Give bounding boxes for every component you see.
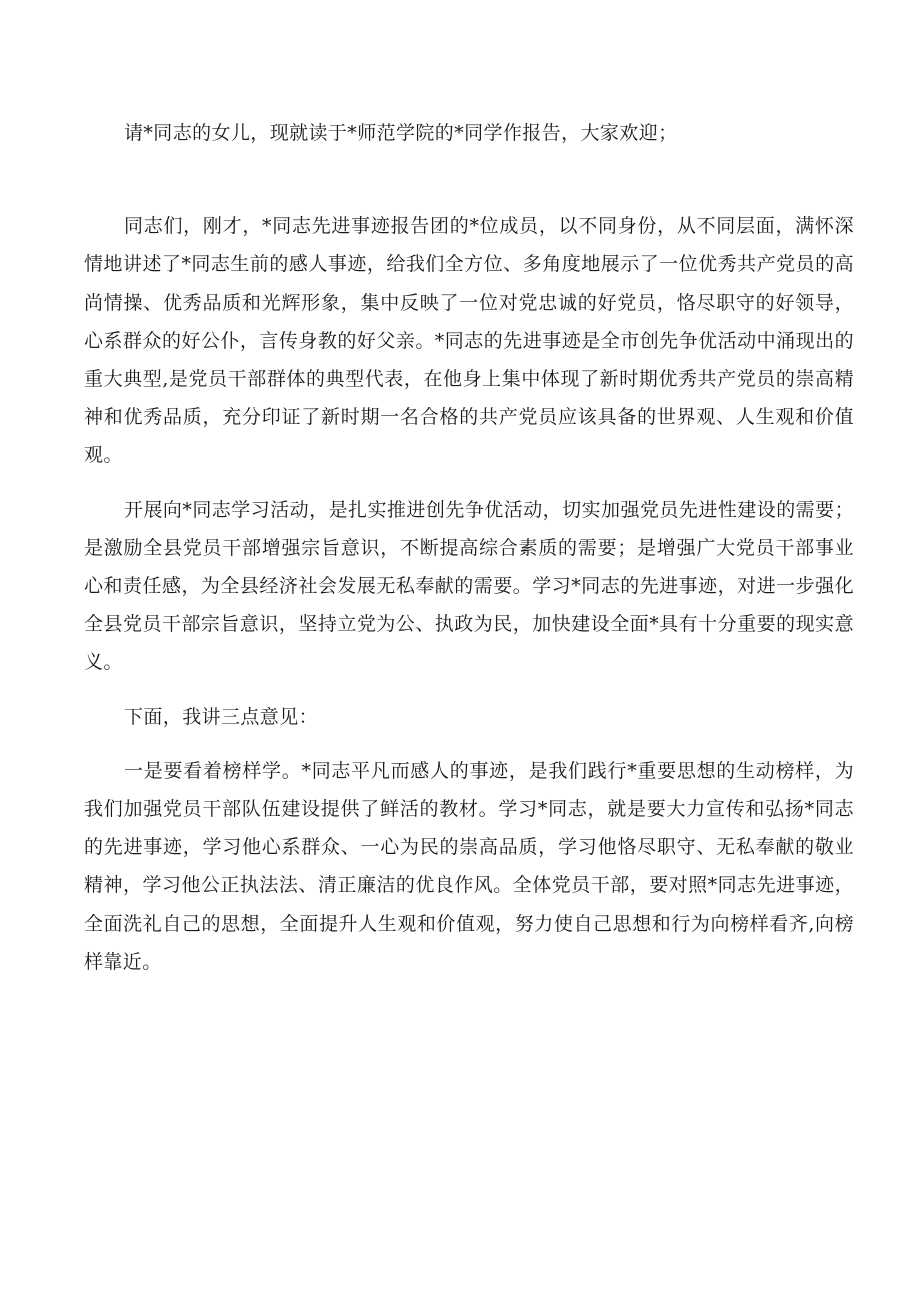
paragraph-1: 请*同志的女儿，现就读于*师范学院的*同学作报告，大家欢迎； bbox=[124, 122, 678, 144]
paragraph-3: 开展向*同志学习活动，是扎实推进创先争优活动，切实加强党员先进性建设的需要；是激励全县党员干部增强宗旨意识，不断提高综合素质的需要；是增强广大党员干部事业心和责任感，为全县经济社会发展无私奉献的需要。学习*同志的先进事迹，对进一步强化全县党员干部宗旨意识，坚持立党为公、执政为民，加快建设全面*具有十分重要的现实意义。 bbox=[84, 498, 854, 674]
paragraph-2: 同志们，刚才，*同志先进事迹报告团的*位成员，以不同身份，从不同层面，满怀深情地讲述了*同志生前的感人事迹，给我们全方位、多角度地展示了一位优秀共产党员的高尚情操、优秀品质和光辉形象，集中反映了一位对党忠诚的好党员，恪尽职守的好领导，心系群众的好公仆，言传身教的好父亲。*同志的先进事迹是全市创先争优活动中涌现出的重大典型,是党员干部群体的典型代表，在他身上集中体现了新时期优秀共产党员的崇高精神和优秀品质，充分印证了新时期一名合格的共产党员应该具备的世界观、人生观和价值观。 bbox=[84, 215, 854, 467]
paragraph-4: 下面，我讲三点意见： bbox=[124, 705, 319, 728]
paragraph-5: 一是要看着榜样学。*同志平凡而感人的事迹，是我们践行*重要思想的生动榜样，为我们加强党员干部队伍建设提供了鲜活的教材。学习*同志，就是要大力宣传和弘扬*同志的先进事迹，学习他心系群众、一心为民的崇高品质，学习他恪尽职守、无私奉献的敬业精神，学习他公正执法法、清正廉洁的优良作风。全体党员干部，要对照*同志先进事迹，全面洗礼自己的思想，全面提升人生观和价值观，努力使自己思想和行为向榜样看齐,向榜样靠近。 bbox=[84, 759, 854, 973]
document-body bbox=[84, 114, 854, 981]
